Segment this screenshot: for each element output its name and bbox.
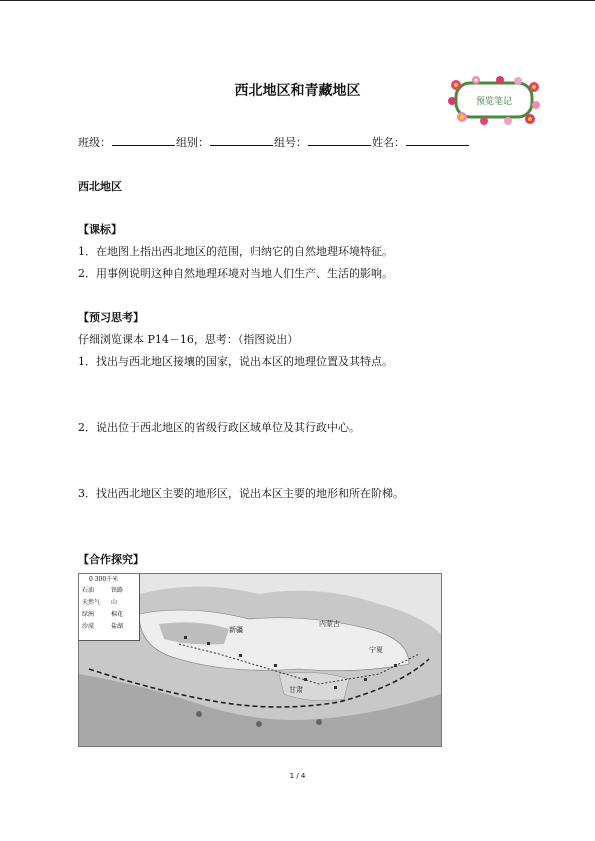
group-label: 组别： [176, 136, 209, 149]
place-label: 内蒙古 [319, 620, 340, 628]
decorative-flower-badge [448, 75, 540, 125]
place-label: 新疆 [229, 626, 243, 634]
badge-text: 预览笔记 [475, 97, 513, 107]
preview-heading: 【预习思考】 [78, 311, 144, 324]
group-number-blank[interactable] [308, 134, 371, 146]
legend-item: 山 [111, 599, 118, 606]
legend-item: 石油 [82, 587, 95, 594]
curriculum-item: 2．用事例说明这种自然地理环境对当地人们生产、生活的影响。 [78, 267, 393, 280]
place-label: 宁夏 [369, 646, 383, 654]
legend-item: 沙漠 [82, 623, 95, 630]
page-title: 西北地区和青藏地区 [234, 83, 361, 99]
legend-item: 铁路 [111, 587, 124, 594]
legend-item: 天然气 [82, 599, 101, 606]
class-label: 班级： [78, 136, 111, 149]
preview-intro: 仔细浏览课本 P14－16，思考：（指图说出） [78, 333, 299, 346]
group-number-label: 组号： [274, 136, 307, 149]
preview-question: 3．找出西北地区主要的地形区，说出本区主要的地形和所在阶梯。 [78, 487, 404, 500]
name-blank[interactable] [406, 134, 469, 146]
section-heading: 西北地区 [78, 180, 122, 193]
map-legend [79, 574, 140, 641]
legend-item: 棉花 [111, 611, 124, 618]
legend-item: 盐湖 [111, 623, 124, 630]
curriculum-item: 1．在地图上指出西北地区的范围，归纳它的自然地理环境特征。 [78, 245, 393, 258]
class-blank[interactable] [112, 134, 175, 146]
curriculum-heading: 【课标】 [78, 223, 122, 236]
page-number: 1 / 4 [289, 772, 306, 780]
name-label: 姓名： [372, 136, 405, 149]
legend-item: 绿洲 [82, 611, 95, 618]
map-scale: 0 300千米 [89, 576, 119, 583]
preview-question: 1．找出与西北地区接壤的国家，说出本区的地理位置及其特点。 [78, 355, 393, 368]
student-info-row [78, 134, 470, 150]
top-border [0, 0, 595, 1]
group-blank[interactable] [210, 134, 273, 146]
northwest-region-map [78, 573, 442, 747]
preview-question: 2．说出位于西北地区的省级行政区域单位及其行政中心。 [78, 421, 360, 434]
place-label: 甘肃 [289, 686, 303, 694]
cooperation-heading: 【合作探究】 [78, 553, 144, 566]
